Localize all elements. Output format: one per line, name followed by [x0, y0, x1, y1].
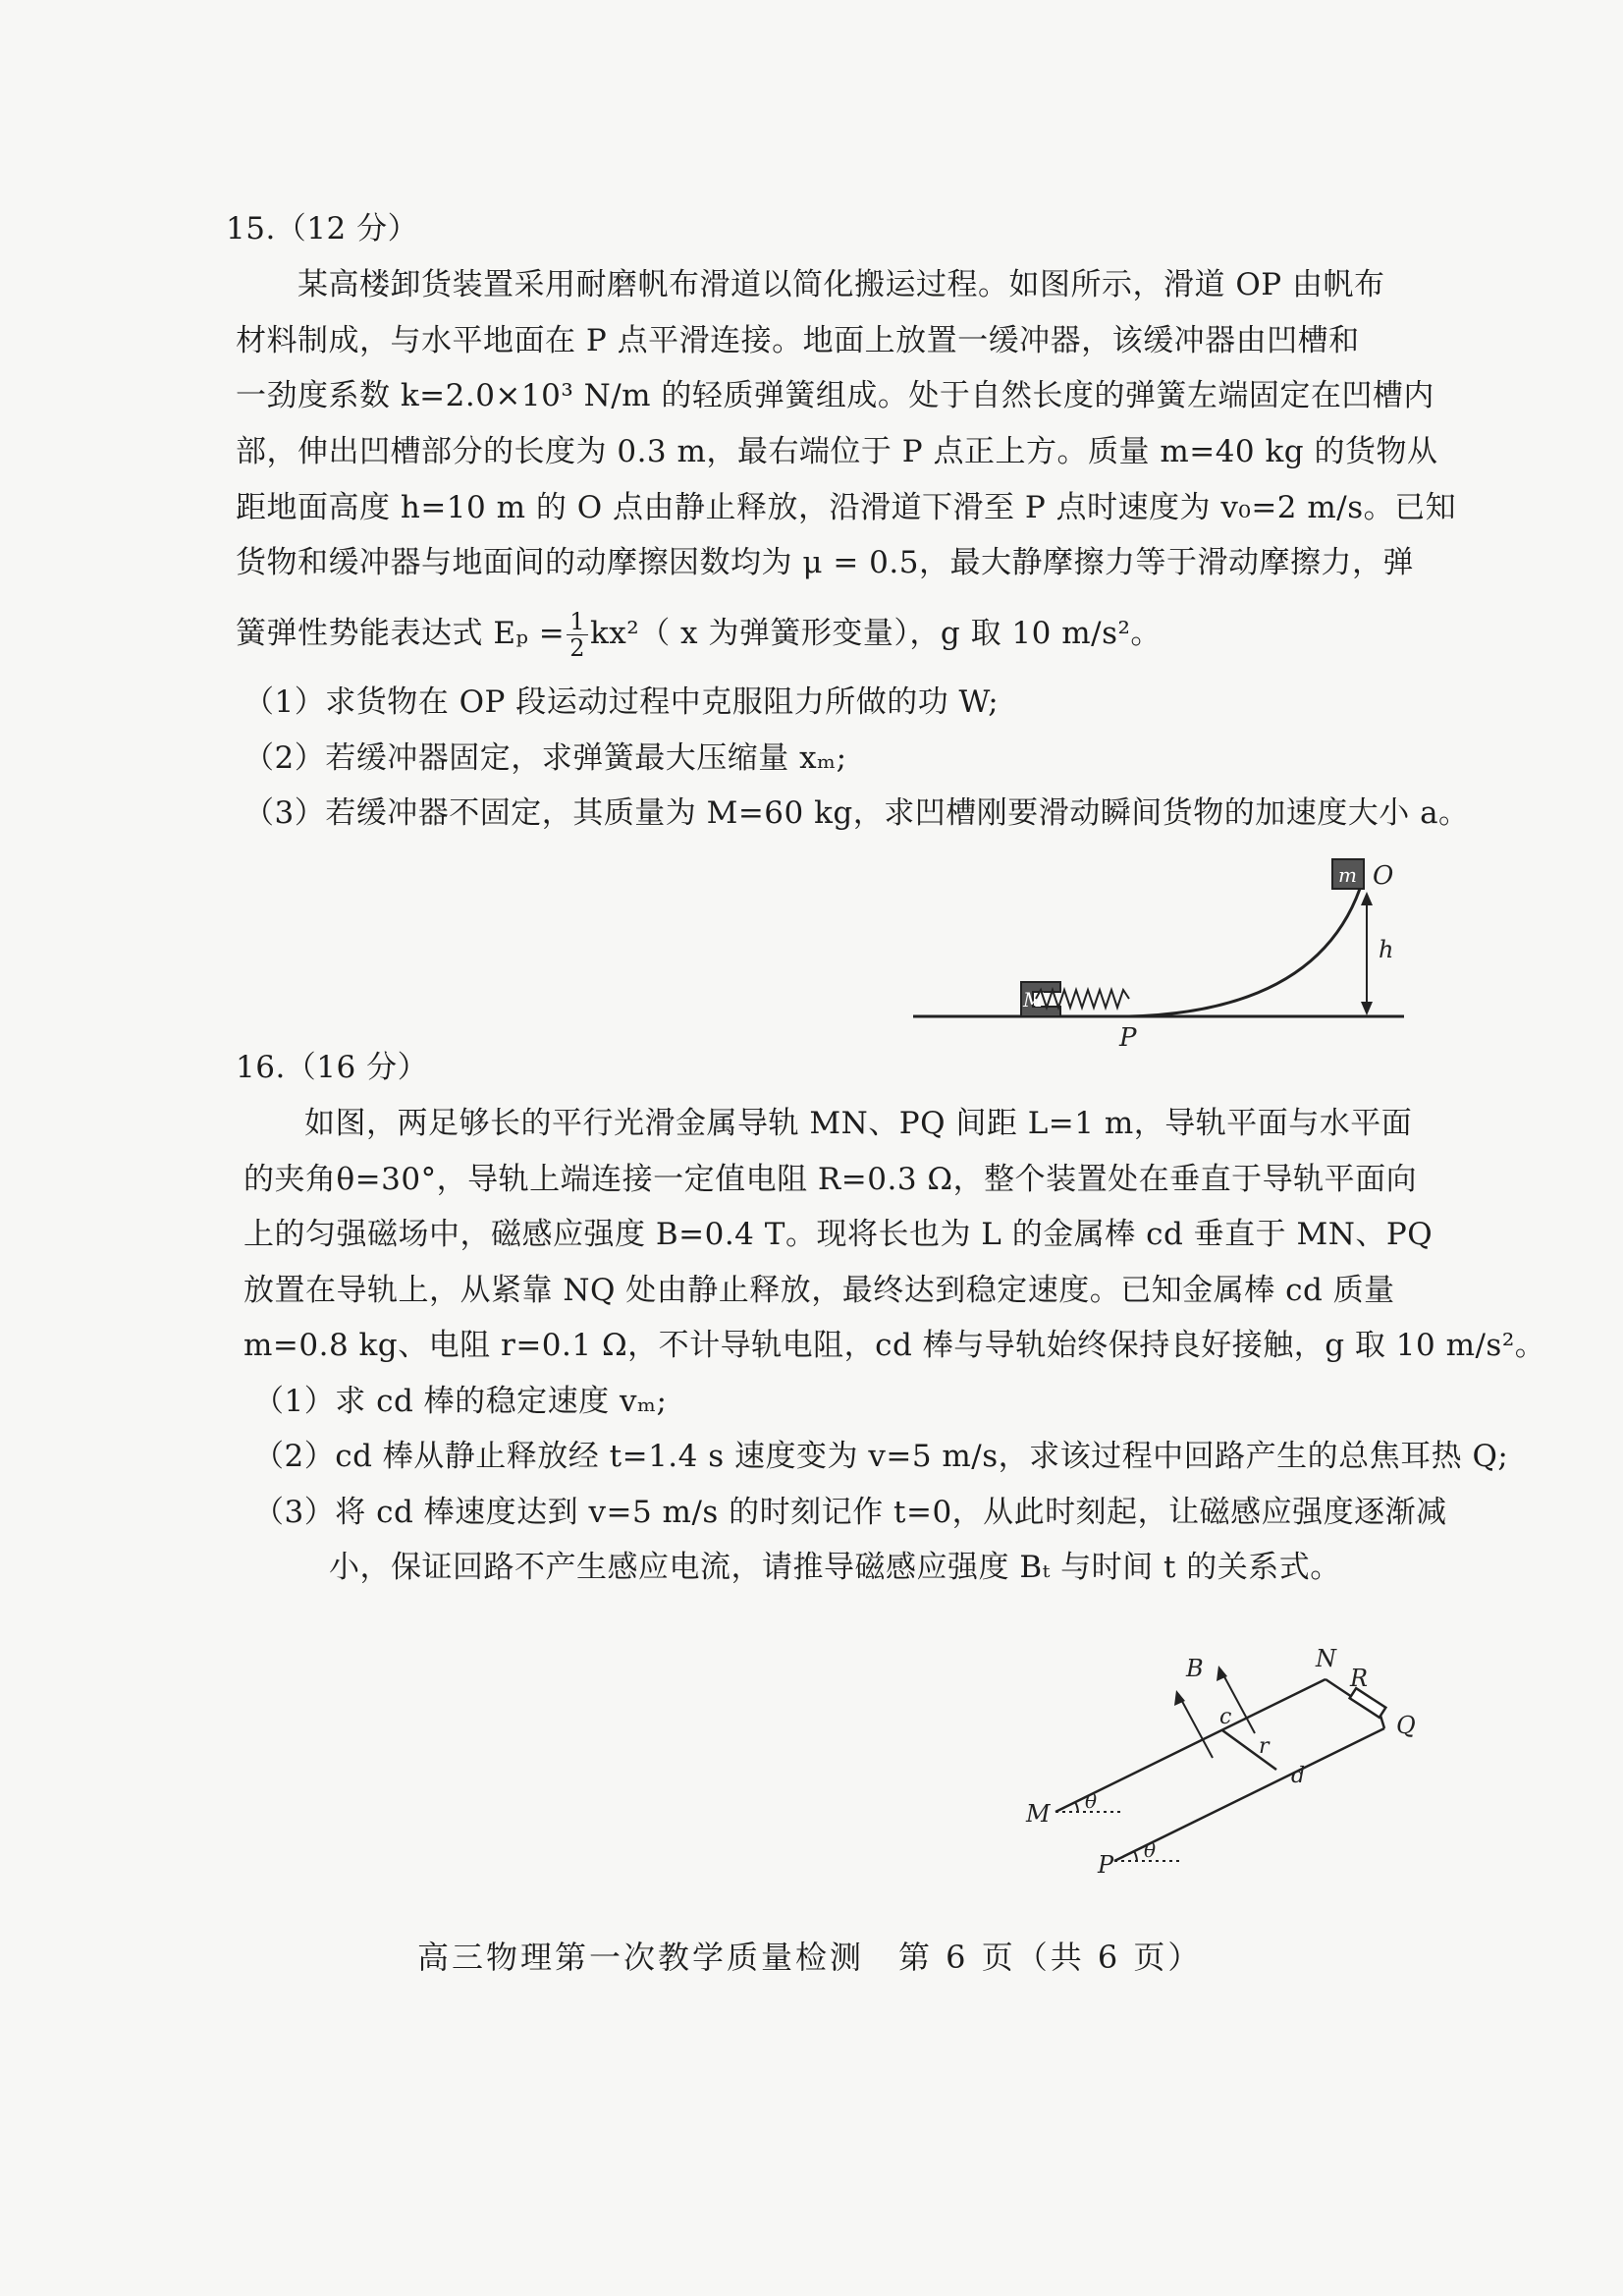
q15-heading: 15.（12 分） [226, 211, 419, 246]
q16-stem-line-1: 如图，两足够长的平行光滑金属导轨 MN、PQ 间距 L=1 m，导轨平面与水平面 [304, 1106, 1413, 1141]
fraction-numerator: 1 [567, 609, 588, 635]
angle-arc-p [1134, 1851, 1137, 1861]
label-theta-1: θ [1085, 1789, 1098, 1813]
q16-heading: 16.（16 分） [236, 1050, 429, 1085]
q16-stem-line-3: 上的匀强磁场中，磁感应强度 B=0.4 T。现将长也为 L 的金属棒 cd 垂直于 MN、PQ [243, 1217, 1434, 1252]
q16-subquestion-3-line-1: （3）将 cd 棒速度达到 v=5 m/s 的时刻记作 t=0，从此时刻起，让磁感应强度逐渐减 [253, 1495, 1447, 1530]
angle-arc-m [1075, 1802, 1078, 1812]
q15-figure [913, 845, 1424, 1051]
label-p: P [1098, 1851, 1114, 1879]
point-o-label: O [1373, 861, 1394, 891]
q16-subquestion-1: （1）求 cd 棒的稳定速度 vₘ; [253, 1384, 668, 1419]
resistor-r [1350, 1688, 1386, 1718]
q16-subquestion-2: （2）cd 棒从静止释放经 t=1.4 s 速度变为 v=5 m/s，求该过程中回路产生的总焦耳热 Q; [253, 1439, 1509, 1474]
q15-stem-line-3: 一劲度系数 k=2.0×10³ N/m 的轻质弹簧组成。处于自然长度的弹簧左端固定在凹槽内 [236, 378, 1434, 413]
q15-stem-line-5: 距地面高度 h=10 m 的 O 点由静止释放，沿滑道下滑至 P 点时速度为 v₀=2 m/s。已知 [236, 490, 1457, 525]
q15-subquestion-3: （3）若缓冲器不固定，其质量为 M=60 kg，求凹槽刚要滑动瞬间货物的加速度大小 a。 [243, 795, 1470, 831]
q16-stem-line-4: 放置在导轨上，从紧靠 NQ 处由静止释放，最终达到稳定速度。已知金属棒 cd 质量 [243, 1273, 1395, 1308]
q15-stem-line-4: 部，伸出凹槽部分的长度为 0.3 m，最右端位于 P 点正上方。质量 m=40 kg 的货物从 [236, 434, 1438, 469]
page-footer: 高三物理第一次教学质量检测 第 6 页（共 6 页） [417, 1939, 1203, 1976]
label-r-resistor: R [1350, 1665, 1369, 1692]
height-label: h [1379, 936, 1394, 963]
q15-subquestion-2: （2）若缓冲器固定，求弹簧最大压缩量 xₘ; [243, 740, 847, 776]
buffer-label: M [1023, 988, 1044, 1011]
q15-energy-formula-lead: 簧弹性势能表达式 Eₚ = [236, 616, 566, 651]
height-arrow-head-top [1361, 892, 1373, 905]
q15-subquestion-1: （1）求货物在 OP 段运动过程中克服阻力所做的功 W; [243, 684, 1000, 720]
point-p-label: P [1119, 1023, 1137, 1051]
q15-stem-line-1: 某高楼卸货装置采用耐磨帆布滑道以简化搬运过程。如图所示，滑道 OP 由帆布 [298, 267, 1385, 302]
q16-stem-line-2: 的夹角θ=30°，导轨上端连接一定值电阻 R=0.3 Ω，整个装置处在垂直于导轨平面向 [243, 1162, 1418, 1197]
fraction-denominator: 2 [569, 634, 585, 662]
cargo-label: m [1338, 863, 1357, 887]
q15-energy-formula-tail: kx²（ x 为弹簧形变量），g 取 10 m/s²。 [590, 616, 1162, 651]
q16-subquestion-3-line-2: 小，保证回路不产生感应电流，请推导磁感应强度 Bₜ 与时间 t 的关系式。 [329, 1550, 1341, 1585]
label-r-rod: r [1259, 1734, 1270, 1759]
slide-curve [1129, 889, 1360, 1016]
one-half-fraction [567, 609, 588, 661]
q15-stem-line-2: 材料制成，与水平地面在 P 点平滑连接。地面上放置一缓冲器，该缓冲器由凹槽和 [236, 323, 1360, 358]
label-m: M [1026, 1800, 1051, 1828]
label-n: N [1316, 1645, 1336, 1672]
top-wire-end [1380, 1716, 1384, 1728]
label-q: Q [1396, 1712, 1416, 1739]
height-arrow-head-bottom [1361, 1002, 1373, 1015]
q16-figure [1011, 1625, 1453, 1881]
label-d: d [1291, 1764, 1306, 1788]
label-c: c [1219, 1705, 1232, 1729]
q16-stem-line-5: m=0.8 kg、电阻 r=0.1 Ω，不计导轨电阻，cd 棒与导轨始终保持良好接触，g 取 10 m/s²。 [243, 1328, 1546, 1363]
q15-stem-line-7 [236, 609, 1162, 661]
q15-stem-line-6: 货物和缓冲器与地面间的动摩擦因数均为 μ = 0.5，最大静摩擦力等于滑动摩擦力，弹 [236, 545, 1414, 580]
label-theta-2: θ [1144, 1838, 1157, 1862]
label-b: B [1186, 1655, 1204, 1682]
